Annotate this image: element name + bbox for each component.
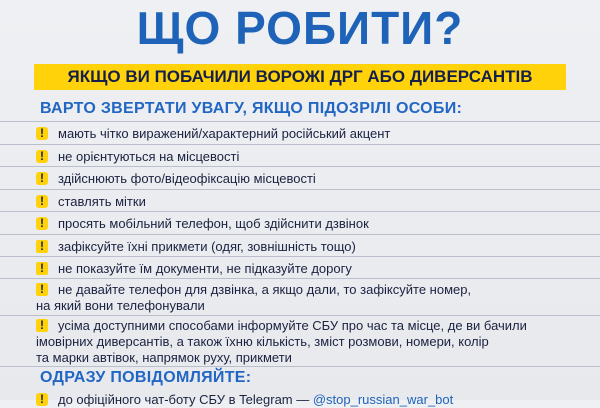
section-attention-heading: ВАРТО ЗВЕРТАТИ УВАГУ, ЯКЩО ПІДОЗРІЛІ ОСОБИ: <box>40 100 463 117</box>
exclamation-icon: ! <box>36 150 48 163</box>
exclamation-icon: ! <box>36 195 48 208</box>
exclamation-icon: ! <box>36 262 48 275</box>
advice-item: ! зафіксуйте їхні прикмети (одяг, зовнішність тощо) <box>36 239 596 255</box>
telegram-bot-link[interactable]: @stop_russian_war_bot <box>312 392 454 407</box>
divider <box>0 278 600 279</box>
divider <box>0 211 600 212</box>
exclamation-icon: ! <box>36 172 48 185</box>
list-item: ! здійснюють фото/відеофіксацію місцевості <box>36 171 596 187</box>
divider <box>0 189 600 190</box>
list-item: ! мають чітко виражений/характерний російський акцент <box>36 126 596 142</box>
advice-item: ! усіма доступними способами інформуйте СБУ про час та місце, де ви бачили імовірних диверсантів, а також їхню кількість, зміст розмови, номери, колір та марки автівок, напрямок руху, прикмети <box>36 318 527 365</box>
divider <box>0 315 600 316</box>
divider <box>0 166 600 167</box>
exclamation-icon: ! <box>36 283 48 296</box>
exclamation-icon: ! <box>36 217 48 230</box>
report-item: ! до офіційного чат-боту СБУ в Telegram — @stop_russian_war_bot <box>36 392 596 408</box>
exclamation-icon: ! <box>36 319 48 332</box>
list-item: ! ставлять мітки <box>36 194 596 210</box>
list-item: ! не орієнтуються на місцевості <box>36 149 596 165</box>
page-title: ЩО РОБИТИ? <box>136 2 464 54</box>
divider <box>0 144 600 145</box>
warning-banner: ЯКЩО ВИ ПОБАЧИЛИ ВОРОЖІ ДРГ АБО ДИВЕРСАНТІВ <box>34 64 566 90</box>
section-report-heading: ОДРАЗУ ПОВІДОМЛЯЙТЕ: <box>40 369 252 386</box>
exclamation-icon: ! <box>36 393 48 406</box>
divider <box>0 121 600 122</box>
divider <box>0 256 600 257</box>
advice-item: ! не давайте телефон для дзвінка, а якщо дали, то зафіксуйте номер, на який вони телефонували <box>36 282 472 313</box>
exclamation-icon: ! <box>36 127 48 140</box>
divider <box>0 366 600 367</box>
list-item: ! просять мобільний телефон, щоб здійснити дзвінок <box>36 216 596 232</box>
advice-item: ! не показуйте їм документи, не підказуйте дорогу <box>36 261 596 277</box>
divider <box>0 234 600 235</box>
exclamation-icon: ! <box>36 240 48 253</box>
